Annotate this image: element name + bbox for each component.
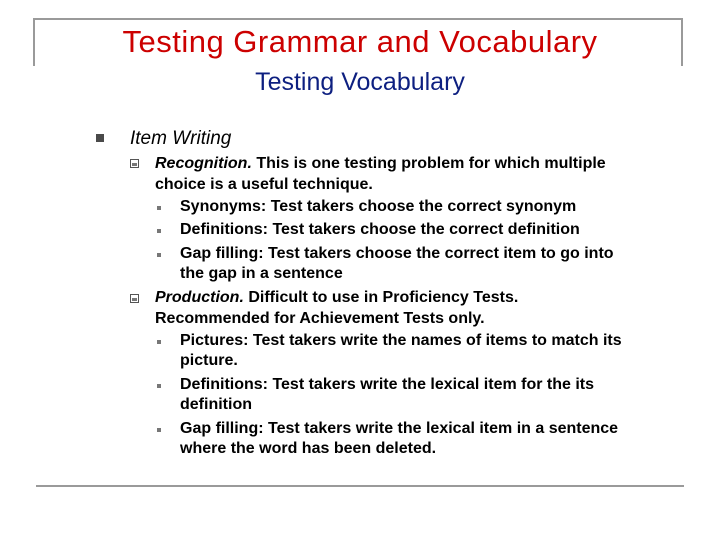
level1-item-writing: Item Writing: [130, 128, 232, 149]
recognition-line1-rest: This is one testing problem for which multiple: [251, 155, 606, 172]
recognition-item-gap-filling-cont: the gap in a sentence: [180, 265, 343, 282]
production-item-pictures-cont: picture.: [180, 352, 238, 369]
small-square-bullet-icon: [157, 229, 161, 233]
production-item-pictures: Pictures: Test takers write the names of items to match its: [180, 332, 622, 349]
small-square-bullet-icon: [157, 206, 161, 210]
production-item-definitions-cont: definition: [180, 396, 252, 413]
small-square-bullet-icon: [157, 340, 161, 344]
slide-subtitle: Testing Vocabulary: [255, 68, 465, 96]
title-frame-top: [33, 18, 683, 20]
small-square-bullet-icon: [157, 428, 161, 432]
checkbox-bullet-icon: [130, 159, 139, 168]
production-line1-rest: Difficult to use in Proficiency Tests.: [243, 289, 519, 306]
small-square-bullet-icon: [157, 253, 161, 257]
production-item-gap-filling: Gap filling: Test takers write the lexical item in a sentence: [180, 420, 619, 437]
title-frame-right: [681, 18, 683, 66]
title-frame-left: [33, 18, 35, 66]
square-bullet-icon: [96, 134, 104, 142]
bottom-divider: [36, 485, 684, 487]
recognition-line1: [155, 154, 695, 174]
small-square-bullet-icon: [157, 384, 161, 388]
production-lead: Production.: [155, 289, 244, 306]
recognition-item-synonyms: Synonyms: Test takers choose the correct synonym: [180, 198, 577, 215]
recognition-lead: Recognition.: [155, 155, 252, 172]
recognition-item-definitions: Definitions: Test takers choose the correct definition: [180, 221, 580, 238]
recognition-line2: choice is a useful technique.: [155, 176, 373, 193]
production-item-gap-filling-cont: where the word has been deleted.: [180, 440, 437, 457]
slide-title: Testing Grammar and Vocabulary: [122, 24, 598, 59]
production-line2: Recommended for Achievement Tests only.: [155, 310, 485, 327]
checkbox-bullet-icon: [130, 294, 139, 303]
recognition-item-gap-filling: Gap filling: Test takers choose the correct item to go into: [180, 245, 614, 262]
production-line1: [155, 288, 695, 308]
production-item-definitions: Definitions: Test takers write the lexical item for the its: [180, 376, 595, 393]
